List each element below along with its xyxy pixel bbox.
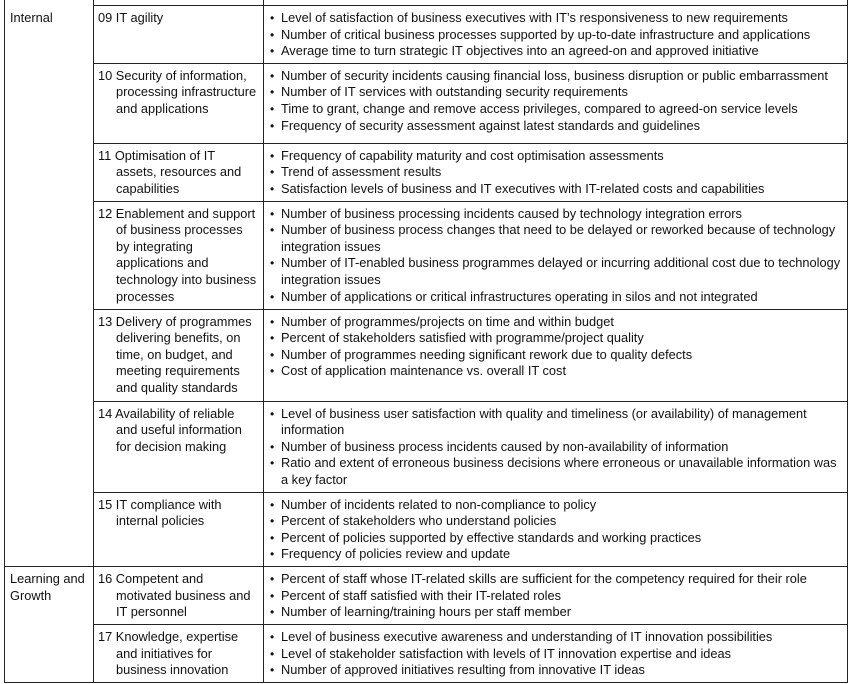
metrics-cell (264, 201, 848, 309)
metric-item: • Cost of application maintenance vs. overall IT cost (270, 363, 841, 380)
metrics-cell (264, 401, 848, 492)
metric-item: • Level of stakeholder satisfaction with levels of IT innovation expertise and ideas (270, 646, 841, 663)
table-row (5, 624, 848, 682)
table-row (5, 309, 848, 401)
metric-item: • Number of programmes needing significant rework due to quality defects (270, 347, 841, 364)
metric-item: • Number of business process incidents caused by non-availability of information (270, 439, 841, 456)
it-goals-metrics-table (4, 0, 848, 683)
goal-cell (94, 143, 264, 201)
perspective-cell (5, 567, 94, 683)
table-row (5, 201, 848, 309)
metrics-cell (264, 567, 848, 625)
goal-cell (94, 6, 264, 64)
metric-list (270, 497, 841, 563)
metric-item: • Trend of assessment results (270, 164, 841, 181)
metric-item: • Percent of stakeholders who understand policies (270, 513, 841, 530)
metric-item: • Number of programmes/projects on time and within budget (270, 314, 841, 331)
metrics-cell (264, 63, 848, 143)
metric-item: • Level of satisfaction of business executives with IT’s responsiveness to new requirements (270, 10, 841, 27)
metric-item: • Number of IT services with outstanding security requirements (270, 84, 841, 101)
metric-item: • Number of incidents related to non-compliance to policy (270, 497, 841, 514)
metrics-cell (264, 492, 848, 566)
goal-text: 09 IT agility (98, 10, 164, 25)
goal-text: 11 Optimisation of IT assets, resources and capabilities (98, 147, 242, 197)
metric-item: • Satisfaction levels of business and IT executives with IT-related costs and capabilities (270, 181, 841, 198)
goal-text: 15 IT compliance with internal policies (98, 496, 222, 529)
metric-list (270, 206, 841, 306)
goal-text: 13 Delivery of programmes delivering benefits, on time, on budget, and meeting requirements and quality standards (98, 313, 252, 396)
metric-item: • Percent of staff satisfied with their IT-related roles (270, 588, 841, 605)
table-row (5, 401, 848, 492)
metrics-cell (264, 309, 848, 401)
metric-item: • Percent of policies supported by effective standards and working practices (270, 530, 841, 547)
metric-item: • Ratio and extent of erroneous business decisions where erroneous or unavailable information was a key factor (270, 455, 841, 488)
metric-list (270, 148, 841, 198)
goal-cell (94, 201, 264, 309)
goal-cell (94, 401, 264, 492)
perspective-label: Learning and Growth (10, 571, 85, 603)
metric-list (270, 629, 841, 679)
metric-item: • Number of IT-enabled business programmes delayed or incurring additional cost due to technology integration issues (270, 255, 841, 288)
metric-item: • Frequency of security assessment against latest standards and guidelines (270, 118, 841, 135)
metric-item: • Frequency of capability maturity and cost optimisation assessments (270, 148, 841, 165)
table-row (5, 6, 848, 64)
goal-text: 14 Availability of reliable and useful information for decision making (98, 405, 242, 454)
goal-cell (94, 567, 264, 625)
goal-text: 16 Competent and motivated business and IT personnel (98, 571, 251, 620)
metric-item: • Time to grant, change and remove access privileges, compared to agreed-on service levels (270, 101, 841, 118)
metric-item: • Average time to turn strategic IT objectives into an agreed-on and approved initiative (270, 43, 841, 60)
metric-list (270, 10, 841, 60)
table-row (5, 492, 848, 566)
metric-item: • Level of business user satisfaction with quality and timeliness (or availability) of management information (270, 406, 841, 439)
metric-item: • Percent of stakeholders satisfied with programme/project quality (270, 330, 841, 347)
goal-cell (94, 624, 264, 682)
metric-item: • Number of critical business processes supported by up-to-date infrastructure and applications (270, 27, 841, 44)
goal-cell (94, 492, 264, 566)
metric-item: • Number of applications or critical infrastructures operating in silos and not integrated (270, 289, 841, 306)
perspective-cell: Internal (5, 6, 94, 567)
goal-text: 17 Knowledge, expertise and initiatives for business innovation (98, 628, 239, 678)
table-row (5, 143, 848, 201)
metric-item: • Number of business process changes that need to be delayed or reworked because of technology integration issues (270, 222, 841, 255)
metric-item: • Number of learning/training hours per staff member (270, 604, 841, 621)
goal-text: 12 Enablement and support of business processes by integrating applications and technology into business processes (98, 205, 257, 304)
metric-item: • Level of business executive awareness and understanding of IT innovation possibilities (270, 629, 841, 646)
metric-item: • Frequency of policies review and update (270, 546, 841, 563)
metrics-cell (264, 624, 848, 682)
table-row (5, 567, 848, 625)
metrics-cell (264, 6, 848, 64)
goal-cell (94, 309, 264, 401)
metrics-cell (264, 143, 848, 201)
goal-text: 10 Security of information, processing infrastructure and applications (98, 67, 257, 116)
metric-item: • Number of security incidents causing financial loss, business disruption or public embarrassment (270, 68, 841, 85)
metric-item: • Number of business processing incidents caused by technology integration errors (270, 206, 841, 223)
metric-list (270, 314, 841, 380)
goal-cell (94, 63, 264, 143)
metric-list (270, 406, 841, 489)
metric-list (270, 68, 841, 134)
table-row (5, 63, 848, 143)
metric-item: • Number of approved initiatives resulting from innovative IT ideas (270, 662, 841, 679)
metric-list (270, 571, 841, 621)
metric-item: • Percent of staff whose IT-related skills are sufficient for the competency required for their role (270, 571, 841, 588)
